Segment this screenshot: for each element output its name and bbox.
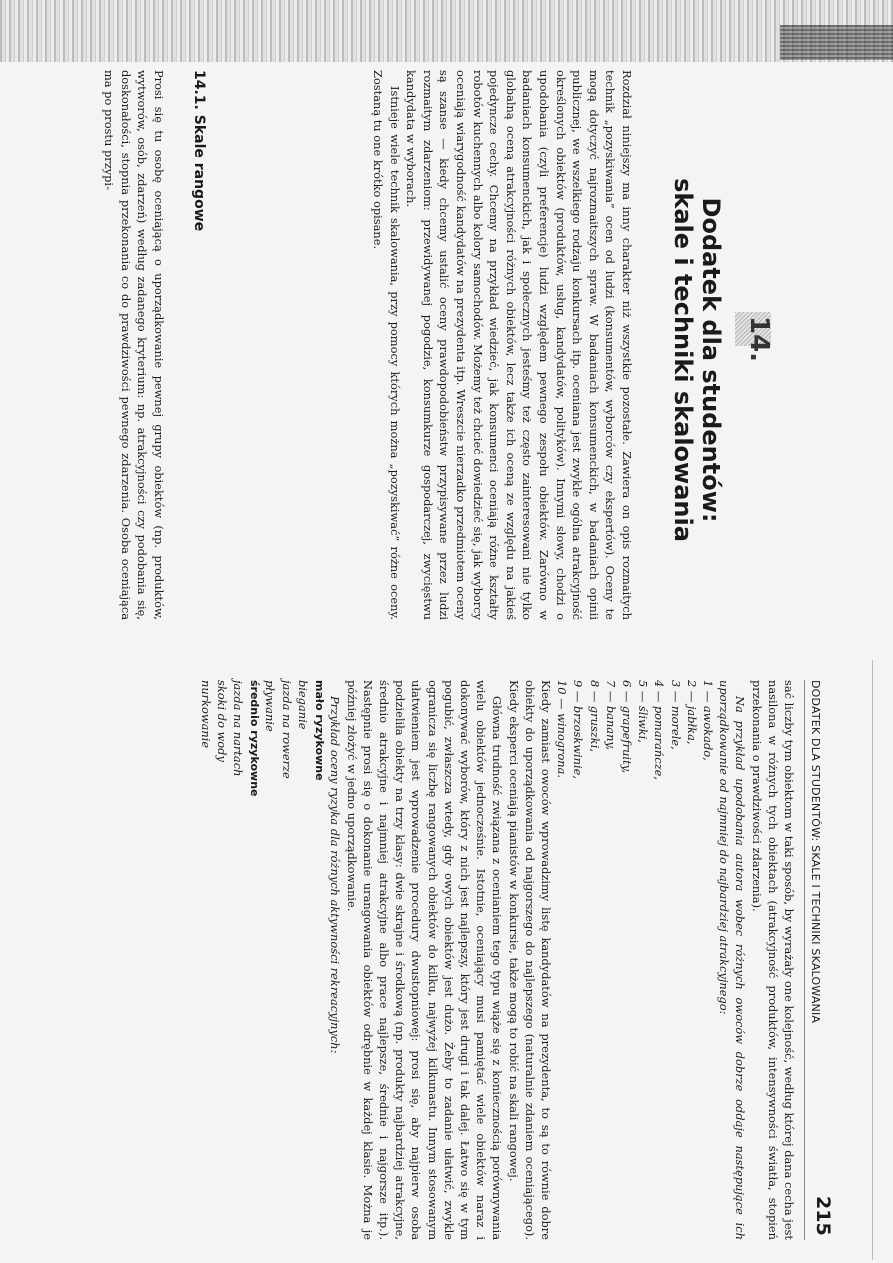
risk-item: nurkowanie (198, 680, 213, 749)
section-text (101, 70, 167, 620)
list-item: 2 — jabłka, (684, 680, 699, 745)
right-page-text (197, 680, 797, 1240)
risk-item: skoki do wody (214, 680, 229, 762)
list-item: 6 — grapefruity, (619, 680, 634, 774)
risk-item: jazda na rowerze (279, 680, 294, 779)
list-item: 10 — winogrona. (555, 680, 570, 779)
risk-example-intro: Przykład oceny ryzyka dla różnych aktywności rekreacyjnych: (328, 696, 343, 1054)
paragraph: Prosi się tu osobę oceniającą o uporządkowanie pewnej grupy obiektów (np. produktów, wytworów, osób, zdarzeń) według zadanego kryterium: np. atrakcyjności czy podobania się, doskonałości, stopnia przekonania co do prawdziwości pewnego zdarzenia. Osoba oceniająca ma po prostu przypi- (102, 70, 166, 620)
left-page (27, 30, 867, 630)
risk-item: jazda na nartach (231, 680, 246, 777)
list-item: 5 — śliwki, (636, 680, 651, 743)
right-page (27, 660, 867, 1250)
list-item: 9 — brzoskwinie, (571, 680, 586, 779)
example-intro: Na przykład upodobania autora wobec różnych owoców dobrze oddaje następujące ich uporządkowanie od najmniej do najbardziej atrakcyjnego: (717, 680, 748, 1240)
paragraph: Istnieje wiele technik skalowania, przy pomocy których można „pozyskiwać” różne oceny. Zostaną tu one krótko opisane. (371, 70, 402, 620)
page-number: 215 (812, 1196, 834, 1236)
running-head: DODATEK DLA STUDENTÓW: SKALE I TECHNIKI SKALOWANIA (804, 680, 823, 1240)
list-item: 4 — pomarańcze, (652, 680, 667, 780)
chapter-title (669, 140, 725, 580)
list-item: 1 — awokado, (700, 680, 715, 761)
chapter-title-line1: Dodatek dla studentów: (697, 197, 725, 523)
paragraph: sać liczby tym obiektom w taki sposób, by wyrażały one kolejność, według której dana cecha jest nasilona w różnych tych obiektach (atrakcyjność produktów, intensywności światła, stopień przekonania o prawdziwości zdarzenia). (749, 680, 796, 1240)
risk-item: pływanie (263, 680, 278, 732)
list-item: 8 — gruszki, (587, 680, 602, 752)
list-item: 7 — banany, (603, 680, 618, 750)
chapter-number: 14. (744, 316, 774, 363)
risk-item: bieganie (295, 680, 310, 730)
fruit-ranking-list (554, 680, 716, 1240)
paragraph: Rozdział niniejszy ma inny charakter niż wszystkie pozostałe. Zawiera on opis rozmaitych technik „pozyskiwania” ocen od ludzi (konsumentów, wyborców czy ekspertów). Oceny te mogą dotyczyć najrozmaitszych spraw. W badaniach konsumenckich, w badaniach opinii publicznej, we wszelkiego rodzaju konkursach itp. oceniana jest zwykle ogólna atrakcyjność określonych obiektów (produktów, usług, kandydatów, polityków). Innymi słowy, chodzi o upodobania (czyli preferencje) ludzi względem pewnego zespołu obiektów. Zarówno w badaniach konsumenckich, jak i społecznych jesteśmy też często zainteresowani nie tylko globalną oceną atrakcyjności różnych obiektów, lecz także ich oceną ze względu na jakieś pojedyncze cechy. Chcemy na przykład wiedzieć, jak konsumenci oceniają różne kształty robotów kuchennych albo kolory samochodów. Możemy też chcieć dowiedzieć się, jak wyborcy oceniają wiarygodność kandydatów na prezydenta itp. Wreszcie nierzadko przedmiotem oceny są szanse — kiedy chcemy ustalić oceny prawdopodobieństw przypisywane przez ludzi rozmaitym zdarzeniom: przewidywanej pogodzie, konsumkurze gospodarczej, zwycięstwu kandydata w wyborach. (404, 70, 634, 620)
risk-group (262, 680, 327, 1240)
risk-group (197, 680, 262, 1240)
risk-group-heading: średnio ryzykowne (248, 680, 262, 797)
chapter-intro-text (370, 70, 636, 620)
chapter-title-line2: skale i techniki skalowania (669, 178, 697, 542)
risk-group-heading: mało ryzykowne (313, 680, 327, 781)
paragraph: Kiedy zamiast owoców wprowadzimy listę kandydatów na prezydenta, to są to równie dobre obiekty do uporządkowania od najgorszego do najlepszego (naturalnie zdaniem oceniającego). Kiedy eksperci oceniają pianistów w konkursie, także mogą to robić na skali rangowej. (506, 680, 553, 1240)
section-title: 14.1. Skale rangowe (191, 70, 207, 232)
list-item: 3 — morele, (668, 680, 683, 750)
paragraph: Główna trudność związana z ocenianiem tego typu wiąże się z koniecznością porównywania wielu obiektów jednocześnie. Istotnie, oceniający musi pamiętać wiele obiektów naraz i dokonywać wyborów, który z nich jest najlepszy, który jest drugi i tak dalej. Łatwo się w tym pogubić, zwłaszcza wtedy, gdy owych obiektów jest dużo. Żeby to zadanie ułatwić, zwykle ogranicza się liczbę rangowanych obiektów do kilku, najwyżej kilkunastu. Innym stosowanym ułatwieniem jest wprowadzenie procedury dwustopniowej: prosi się, aby najpierw osoba podzieliła obiekty na trzy klasy: dwie skrajne i środkową (np. produkty najbardziej atrakcyjne, średnio atrakcyjne i najmniej atrakcyjne albo prace najlepsze, średnie i najgorsze itp.). Następnie prosi się o dokonanie urangowania obiektów odrębnie w każdej klasie. Można je później złożyć w jedno uporządkowanie. (344, 680, 505, 1240)
